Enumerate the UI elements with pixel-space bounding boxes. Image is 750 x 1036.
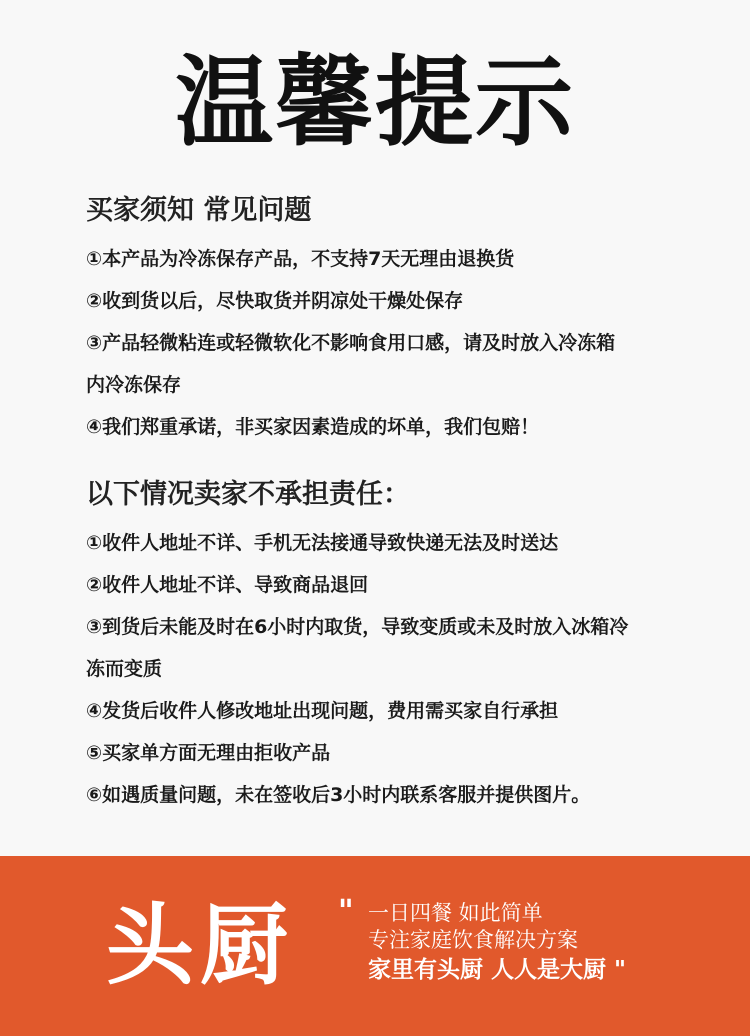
slogan-line-3: 家里有头厨 人人是大厨 ": [368, 957, 626, 983]
disclaimer-heading: 以下情况卖家不承担责任：: [86, 479, 410, 510]
disclaimer-line: ③到货后未能及时在6小时内取货，导致变质或未及时放入冰箱冷: [86, 616, 629, 638]
buyer-notice-heading: 买家须知 常见问题: [86, 195, 312, 226]
notice-line: ④我们郑重承诺，非买家因素造成的坏单，我们包赔！: [86, 416, 540, 438]
disclaimer-line: ②收件人地址不详、导致商品退回: [86, 574, 369, 596]
page-title: 温馨提示: [174, 46, 575, 160]
disclaimer-line: ④发货后收件人修改地址出现问题，费用需买家自行承担: [86, 700, 559, 722]
quote-open-mark: ": [338, 894, 354, 929]
notice-line: ③产品轻微粘连或轻微软化不影响食用口感，请及时放入冷冻箱: [86, 332, 616, 354]
disclaimer-line: ⑥如遇质量问题，未在签收后3小时内联系客服并提供图片。: [86, 784, 591, 806]
notice-line: 内冷冻保存: [86, 374, 182, 396]
slogan-line-2: 专注家庭饮食解决方案: [368, 928, 578, 952]
disclaimer-section: [86, 477, 706, 816]
disclaimer-line: ⑤买家单方面无理由拒收产品: [86, 742, 331, 764]
notice-line: ②收到货以后，尽快取货并阴凉处干燥处保存: [86, 290, 464, 312]
buyer-notice-section: [86, 193, 706, 448]
notice-line: ①本产品为冷冻保存产品，不支持7天无理由退换货: [86, 248, 515, 270]
disclaimer-line: 冻而变质: [86, 658, 163, 680]
slogan-line-1: 一日四餐 如此简单: [368, 901, 543, 925]
disclaimer-line: ①收件人地址不详、手机无法接通导致快递无法及时送达: [86, 532, 559, 554]
brand-logo-text: 头厨: [106, 894, 295, 997]
